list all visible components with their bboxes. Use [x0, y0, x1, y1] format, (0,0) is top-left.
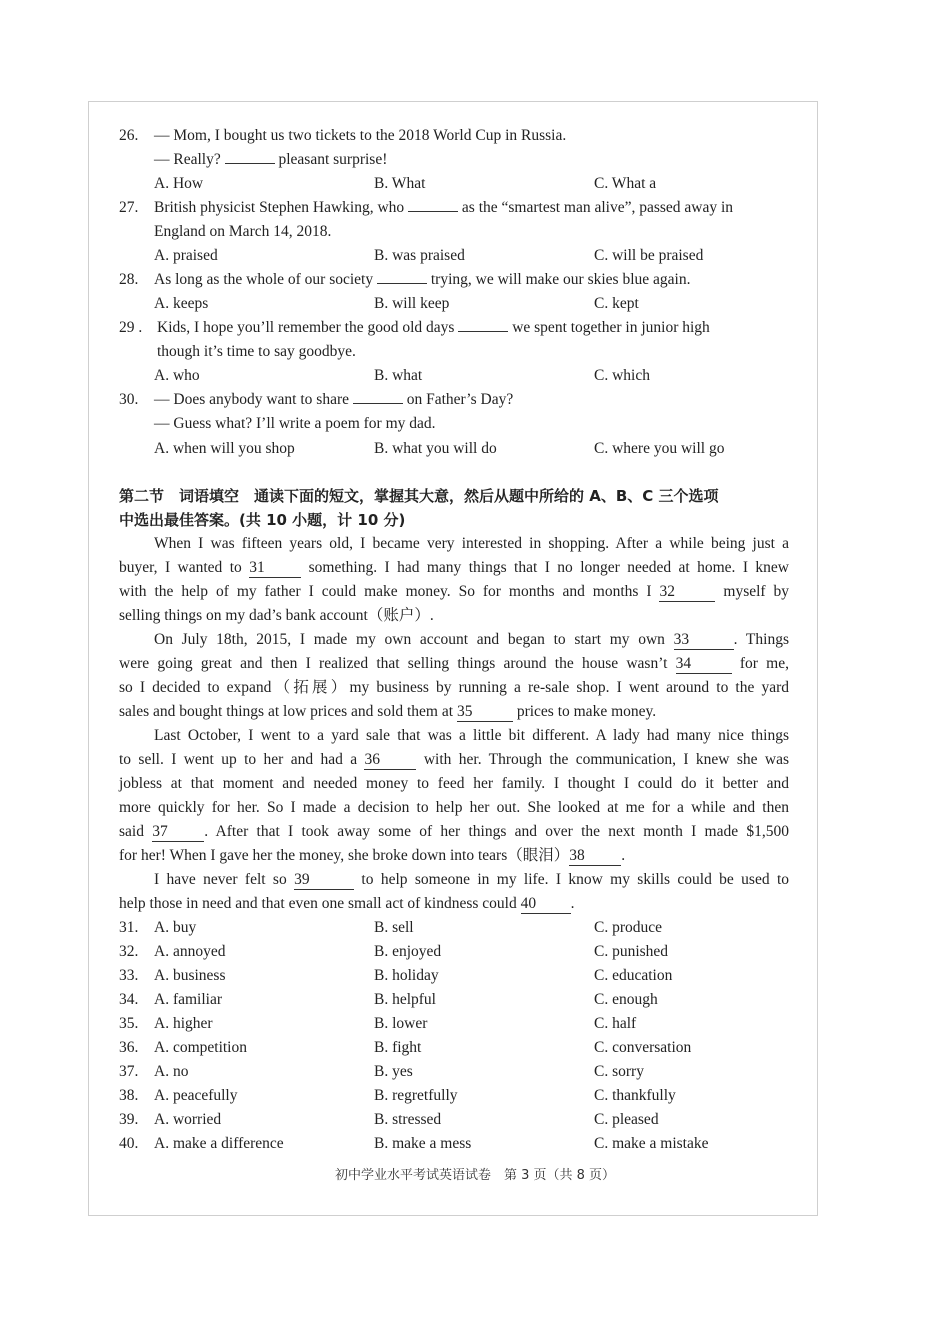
question-number: 31. [119, 919, 139, 936]
option-c: C. sorry [594, 1063, 644, 1080]
question-number: 39. [119, 1111, 139, 1128]
option-b: B. helpful [374, 991, 436, 1008]
blank-40: 40 [521, 895, 571, 914]
option-c: C. which [594, 367, 650, 384]
option-a: A. who [154, 367, 200, 384]
option-a: A. higher [154, 1015, 213, 1032]
option-c: C. conversation [594, 1039, 692, 1056]
option-c: C. enough [594, 991, 658, 1008]
option-c: C. produce [594, 919, 663, 936]
option-c: C. where you will go [594, 440, 725, 457]
option-c: C. pleased [594, 1111, 659, 1128]
option-c: C. punished [594, 943, 669, 960]
option-a: A. peacefully [154, 1087, 238, 1104]
option-b: B. sell [374, 919, 414, 936]
option-b: B. holiday [374, 967, 439, 984]
option-a: A. make a difference [154, 1135, 284, 1152]
option-a: A. when will you shop [154, 440, 295, 457]
option-c: C. education [594, 967, 673, 984]
option-a: A. keeps [154, 295, 209, 312]
option-a: A. competition [154, 1039, 247, 1056]
option-c: C. What a [594, 175, 657, 192]
option-a: A. familiar [154, 991, 223, 1008]
option-b: B. enjoyed [374, 943, 442, 960]
option-b: B. will keep [374, 295, 450, 312]
option-b: B. stressed [374, 1111, 442, 1128]
question-number: 28. [119, 271, 139, 288]
option-a: A. worried [154, 1111, 222, 1128]
option-c: C. thankfully [594, 1087, 676, 1104]
question-number: 30. [119, 391, 139, 408]
question-number: 34. [119, 991, 139, 1008]
option-a: A. annoyed [154, 943, 226, 960]
option-b: B. What [374, 175, 426, 192]
option-a: A. business [154, 967, 226, 984]
cloze-passage: When I was fifteen years old, I became very interested in shopping. After a while being just a buyer, I wanted to 31 something. I had many things that I no longer needed at home. I knew with the help of my father I could make money. So for months and months I 32 myself by selling things on my dad’s bank account（账户）. On July 18th, 2015, I made my own account and began to start my own 33 . Things were going great and then I realized that selling things around the house wasn’t 34 for me, so I decided to expand（拓展）my business by running a re-sale shop. I went around to the yard sales and bought things at low prices and sold them at 35 prices to make money. Last October, I went to a yard sale that was a little bit different. A lady had many nice things to sell. I went up to her and had a 36 with her. Through the communication, I knew she was jobless at that moment and needed money to feed her family. I thought I could do it better and more quickly for her. So I made a decision to help her out. She looked at me for a while and then said 37 . After that I took away some of her things and over the next month I made $1,500 for her! When I gave her the money, she broke down into tears（眼泪）38 . I have never felt so 39 to help someone in my life. I know my skills could be used to help those in need and that even one small act of kindness could 40 . [119, 535, 790, 912]
question-number: 36. [119, 1039, 139, 1056]
blank-31: 31 [249, 559, 301, 578]
blank-39: 39 [294, 871, 354, 890]
question-number: 29 . [119, 319, 143, 336]
option-b: B. fight [374, 1039, 422, 1056]
option-b: B. lower [374, 1015, 428, 1032]
option-c: C. kept [594, 295, 639, 312]
page-footer: 初中学业水平考试英语试卷 第 3 页（共 8 页） [334, 1168, 616, 1183]
option-b: B. yes [374, 1063, 413, 1080]
question-number: 27. [119, 199, 139, 216]
answer-blank [353, 403, 403, 404]
option-a: A. How [154, 175, 204, 192]
blank-32: 32 [659, 583, 715, 602]
option-b: B. what you will do [374, 440, 497, 457]
question-number: 40. [119, 1135, 139, 1152]
answer-blank [225, 163, 275, 164]
question-number: 35. [119, 1015, 139, 1032]
blank-35: 35 [457, 703, 513, 722]
blank-36: 36 [364, 751, 416, 770]
answer-blank [377, 283, 427, 284]
option-a: A. buy [154, 919, 197, 936]
option-c: C. half [594, 1015, 637, 1032]
question-number: 33. [119, 967, 139, 984]
blank-37: 37 [152, 823, 204, 842]
option-b: B. regretfully [374, 1087, 458, 1104]
answer-blank [458, 331, 508, 332]
blank-33: 33 [674, 631, 734, 650]
question-text: — Mom, I bought us two tickets to the 2018 World Cup in Russia. [154, 127, 567, 144]
option-b: B. what [374, 367, 423, 384]
answer-blank [408, 211, 458, 212]
blank-34: 34 [676, 655, 732, 674]
question-number: 38. [119, 1087, 139, 1104]
question-number: 32. [119, 943, 139, 960]
option-c: C. make a mistake [594, 1135, 709, 1152]
option-a: A. no [154, 1063, 189, 1080]
option-b: B. was praised [374, 247, 465, 264]
blank-38: 38 [569, 847, 621, 866]
question-number: 37. [119, 1063, 139, 1080]
option-a: A. praised [154, 247, 218, 264]
option-c: C. will be praised [594, 247, 704, 264]
question-number: 26. [119, 127, 139, 144]
option-b: B. make a mess [374, 1135, 472, 1152]
